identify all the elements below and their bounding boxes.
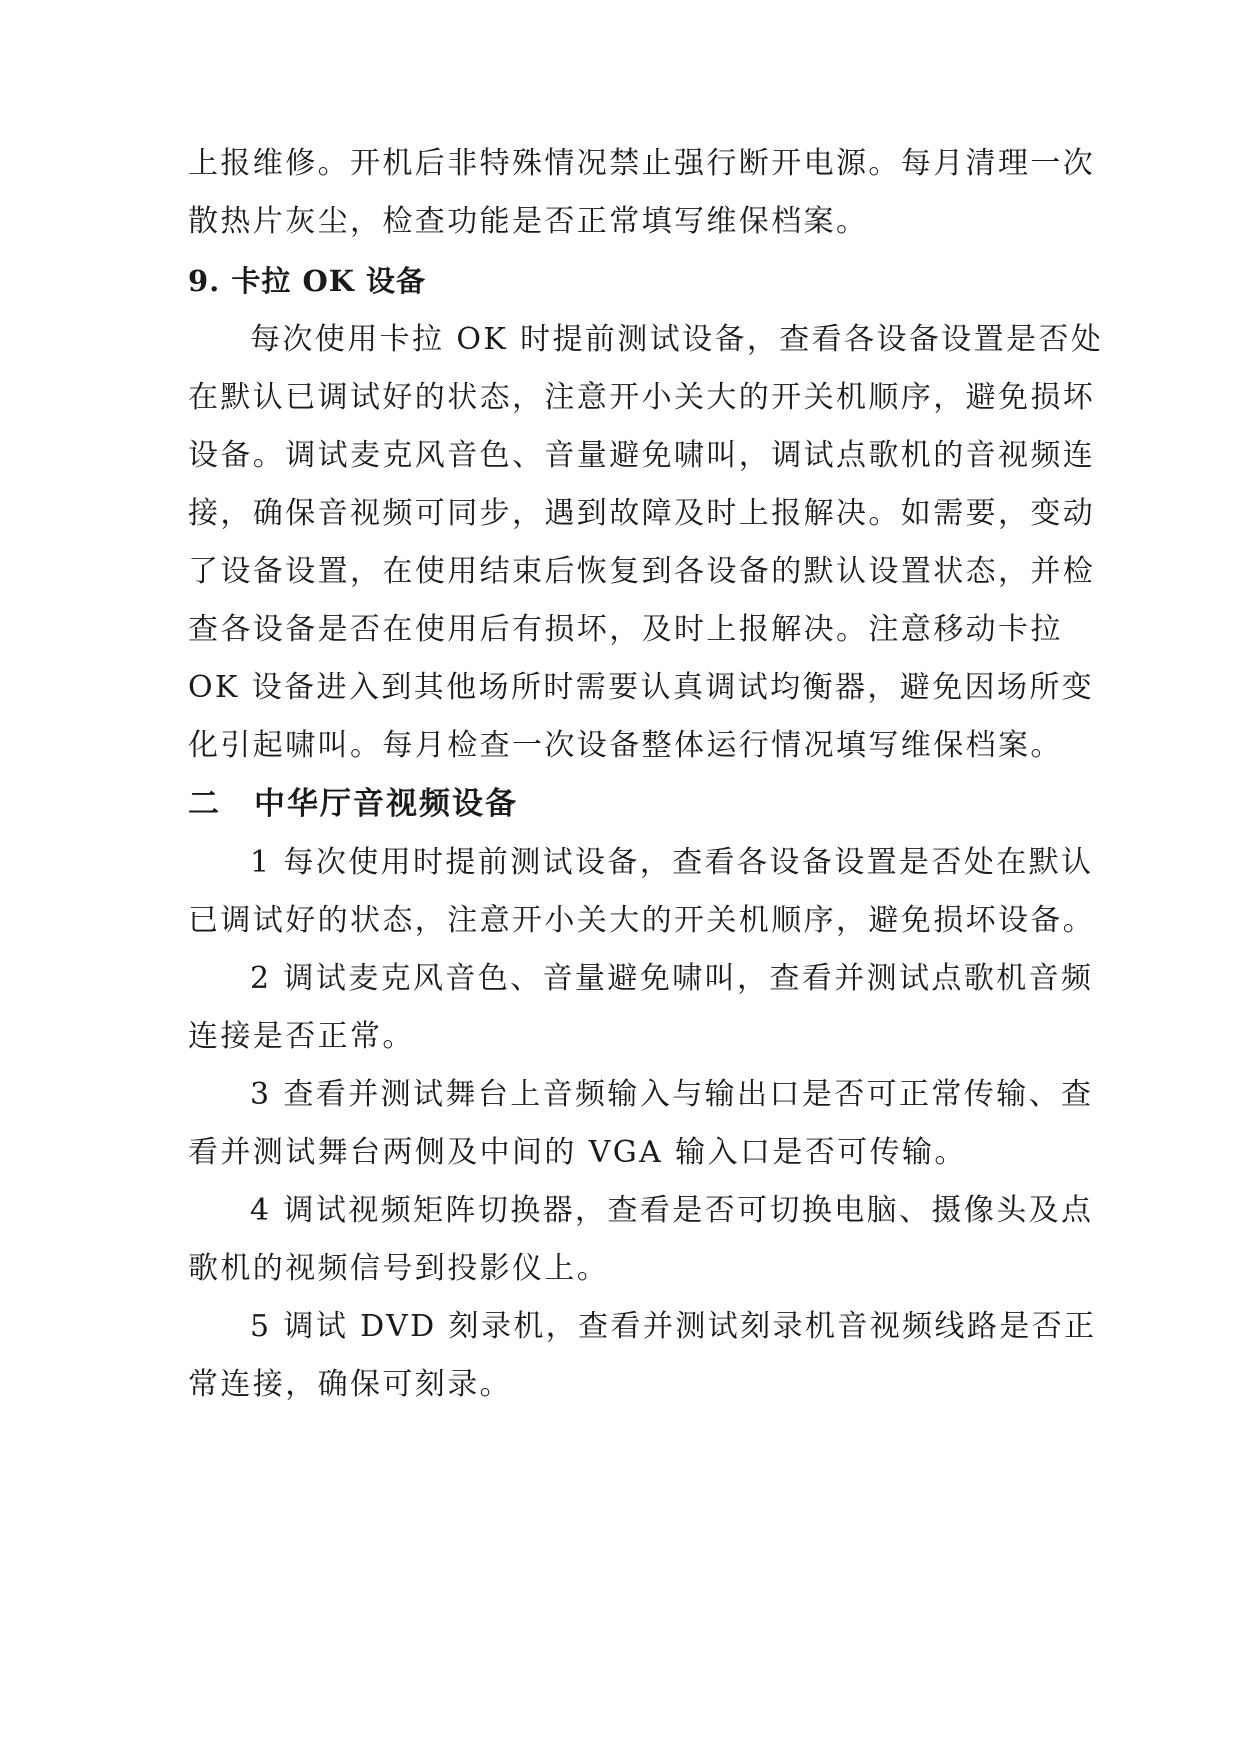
paragraph-line: 上报维修。开机后非特殊情况禁止强行断开电源。每月清理一次 <box>188 146 1096 181</box>
paragraph-line: 查各设备是否在使用后有损坏，及时上报解决。注意移动卡拉 <box>188 612 1063 647</box>
list-item-line: 连接是否正常。 <box>188 1019 415 1054</box>
list-item-line: 2 调试麦克风音色、音量避免啸叫，查看并测试点歌机音频 <box>250 961 1094 996</box>
paragraph-line: 了设备设置，在使用结束后恢复到各设备的默认设置状态，并检 <box>188 554 1096 589</box>
paragraph-line: OK 设备进入到其他场所时需要认真调试均衡器，避免因场所变 <box>188 670 1095 705</box>
list-item-line: 5 调试 DVD 刻录机，查看并测试刻录机音视频线路是否正 <box>250 1309 1097 1344</box>
paragraph-line: 设备。调试麦克风音色、音量避免啸叫，调试点歌机的音视频连 <box>188 438 1096 473</box>
section-number: 二 <box>188 786 221 822</box>
list-item-line: 常连接，确保可刻录。 <box>188 1367 512 1402</box>
paragraph-line: 在默认已调试好的状态，注意开小关大的开关机顺序，避免损坏 <box>188 380 1096 415</box>
list-item-line: 1 每次使用时提前测试设备，查看各设备设置是否处在默认 <box>250 845 1094 880</box>
paragraph-line: 散热片灰尘，检查功能是否正常填写维保档案。 <box>188 204 869 239</box>
section-heading <box>188 784 1058 824</box>
section-title: 中华厅音视频设备 <box>254 786 518 822</box>
subsection-heading: 9. 卡拉 OK 设备 <box>188 264 427 298</box>
list-item-line: 看并测试舞台两侧及中间的 VGA 输入口是否可传输。 <box>188 1135 967 1170</box>
paragraph-line: 化引起啸叫。每月检查一次设备整体运行情况填写维保档案。 <box>188 728 1063 763</box>
list-item-line: 4 调试视频矩阵切换器，查看是否可切换电脑、摄像头及点 <box>250 1193 1094 1228</box>
list-item-line: 3 查看并测试舞台上音频输入与输出口是否可正常传输、查 <box>250 1077 1094 1112</box>
list-item-line: 歌机的视频信号到投影仪上。 <box>188 1251 610 1286</box>
list-item-line: 已调试好的状态，注意开小关大的开关机顺序，避免损坏设备。 <box>188 903 1096 938</box>
paragraph-line: 每次使用卡拉 OK 时提前测试设备，查看各设备设置是否处 <box>250 322 1104 357</box>
paragraph-line: 接，确保音视频可同步，遇到故障及时上报解决。如需要，变动 <box>188 496 1096 531</box>
